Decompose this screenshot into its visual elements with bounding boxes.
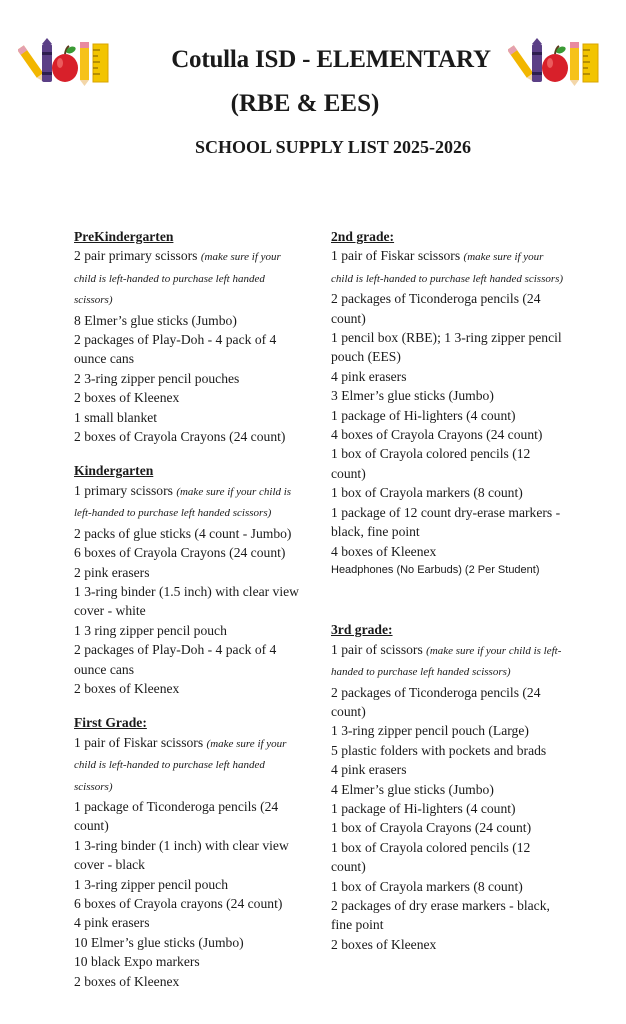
section-prekindergarten bbox=[74, 227, 304, 446]
list-item: 1 small blanket bbox=[74, 409, 158, 425]
page-title-schools: (RBE & EES) bbox=[230, 90, 380, 117]
list-item: 1 pair of Fiskar scissors (make sure if your child is left-handed to purchase left handed scissors) bbox=[74, 734, 287, 793]
list-item: 1 3-ring binder (1 inch) with clear view cover - black bbox=[74, 837, 289, 873]
list-item: 6 boxes of Crayola Crayons (24 count) bbox=[74, 545, 286, 561]
list-item: 2 packs of glue sticks (4 count - Jumbo) bbox=[74, 525, 292, 541]
list-item: 2 boxes of Kleenex bbox=[74, 973, 180, 989]
list-item: 1 box of Crayola colored pencils (12 count) bbox=[331, 839, 531, 875]
section-kindergarten bbox=[74, 461, 304, 698]
list-item: 1 box of Crayola colored pencils (12 count) bbox=[331, 446, 531, 481]
list-item: 2 3-ring zipper pencil pouches bbox=[74, 370, 240, 386]
school-supplies-icon-right bbox=[508, 38, 603, 86]
section-3rd-grade bbox=[331, 620, 566, 954]
list-item: 1 3-ring binder (1.5 inch) with clear view cover - white bbox=[74, 583, 299, 619]
list-item: 10 Elmer’s glue sticks (Jumbo) bbox=[74, 934, 244, 950]
list-item: 1 pencil box (RBE); 1 3-ring zipper pencil pouch (EES) bbox=[331, 330, 562, 365]
list-item: 2 packages of Play-Doh - 4 pack of 4 ounce cans bbox=[74, 642, 277, 677]
section-title: PreKindergarten bbox=[74, 229, 174, 244]
list-item: 2 boxes of Crayola Crayons (24 count) bbox=[74, 429, 286, 445]
list-item: 1 3 ring zipper pencil pouch bbox=[74, 622, 227, 638]
list-item: 2 boxes of Kleenex bbox=[74, 680, 180, 696]
list-item: 4 Elmer’s glue sticks (Jumbo) bbox=[331, 781, 494, 797]
list-item: 1 pair of scissors (make sure if your child is left-handed to purchase left handed scissors) bbox=[331, 641, 562, 679]
section-title: 2nd grade: bbox=[331, 229, 395, 244]
left-column bbox=[74, 227, 304, 1006]
list-item: 1 box of Crayola markers (8 count) bbox=[331, 878, 523, 894]
list-item: Headphones (No Earbuds) (2 Per Student) bbox=[331, 563, 540, 576]
section-first-grade bbox=[74, 713, 304, 991]
list-item: 1 package of 12 count dry-erase markers - black, fine point bbox=[331, 504, 561, 540]
school-supplies-icon-left bbox=[18, 38, 113, 86]
list-item: 1 box of Crayola Crayons (24 count) bbox=[331, 820, 532, 836]
list-item: 8 Elmer’s glue sticks (Jumbo) bbox=[74, 312, 237, 328]
list-item: 1 3-ring zipper pencil pouch (Large) bbox=[331, 723, 529, 739]
list-item: 1 package of Hi-lighters (4 count) bbox=[331, 800, 516, 816]
list-item: 2 pink erasers bbox=[74, 564, 150, 580]
page-title: Cotulla ISD - ELEMENTARY bbox=[171, 46, 491, 73]
list-item: 2 packages of dry erase markers - black, fine point bbox=[331, 898, 550, 933]
list-item: 1 box of Crayola markers (8 count) bbox=[331, 485, 523, 501]
page-subtitle: SCHOOL SUPPLY LIST 2025-2026 bbox=[195, 137, 471, 157]
list-item: 1 package of Ticonderoga pencils (24 count) bbox=[74, 798, 279, 834]
list-item: 1 3-ring zipper pencil pouch bbox=[74, 876, 229, 892]
list-item: 5 plastic folders with pockets and brads bbox=[331, 742, 547, 758]
list-item: 3 Elmer’s glue sticks (Jumbo) bbox=[331, 388, 494, 404]
list-item: 2 packages of Play-Doh - 4 pack of 4 ounce cans bbox=[74, 332, 277, 367]
list-item: 4 pink erasers bbox=[331, 762, 407, 778]
list-item: 4 boxes of Kleenex bbox=[331, 543, 437, 559]
list-item: 2 boxes of Kleenex bbox=[331, 936, 437, 952]
list-item: 6 boxes of Crayola crayons (24 count) bbox=[74, 896, 283, 911]
right-column bbox=[331, 227, 566, 969]
section-title: Kindergarten bbox=[74, 463, 154, 479]
list-item: 1 pair of Fiskar scissors (make sure if your child is left-handed to purchase left handed scissors) bbox=[331, 248, 564, 285]
section-title: 3rd grade: bbox=[331, 622, 393, 638]
section-2nd-grade bbox=[331, 227, 566, 580]
section-title: First Grade: bbox=[74, 715, 147, 731]
list-item: 4 boxes of Crayola Crayons (24 count) bbox=[331, 427, 543, 443]
list-item: 2 packages of Ticonderoga pencils (24 count) bbox=[331, 684, 541, 719]
list-item: 10 black Expo markers bbox=[74, 954, 200, 970]
list-item: 1 package of Hi-lighters (4 count) bbox=[331, 407, 516, 423]
list-item: 4 pink erasers bbox=[74, 915, 150, 931]
list-item: 2 packages of Ticonderoga pencils (24 count) bbox=[331, 291, 541, 326]
list-item: 1 primary scissors (make sure if your child is left-handed to purchase left handed scissors) bbox=[74, 482, 292, 520]
list-item: 2 boxes of Kleenex bbox=[74, 390, 180, 406]
list-item: 4 pink erasers bbox=[331, 368, 407, 384]
list-item: 2 pair primary scissors (make sure if your child is left-handed to purchase left handed scissors) bbox=[74, 248, 281, 307]
